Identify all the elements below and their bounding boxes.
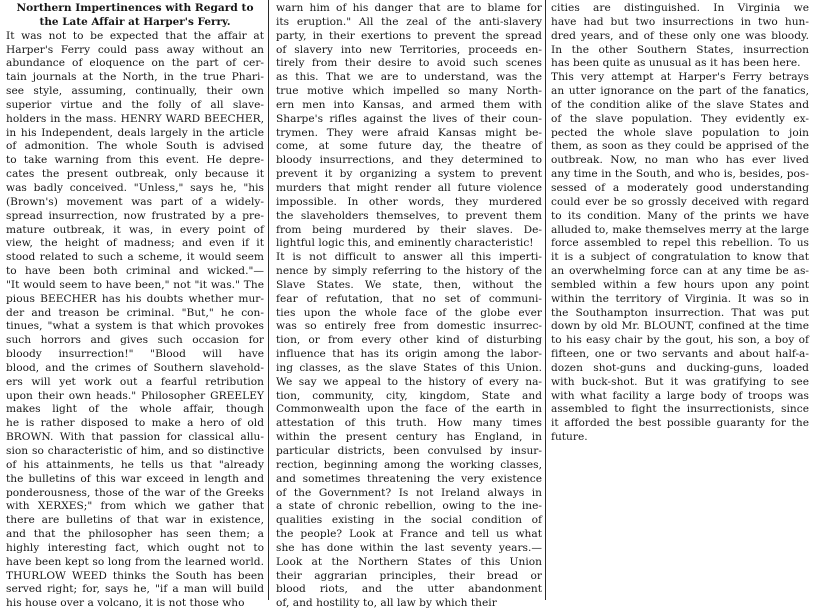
text-line: it afforded the best possible guaranty for the	[551, 417, 809, 430]
text-line: force assembled to repel this rebellion. To us	[551, 237, 809, 250]
text-line: blood, and the crimes of Southern slavehold-	[6, 361, 264, 374]
text-line: their aggrarian principles, their bread or	[276, 569, 542, 582]
text-line: to have been both criminal and wicked."—	[6, 265, 264, 278]
text-line: prevent it by organizing a system to prevent	[276, 168, 542, 181]
text-line: future.	[551, 431, 588, 444]
column-rule-left	[268, 0, 269, 600]
text-line: pious BEECHER has his doubts whether mur-	[6, 292, 264, 305]
text-line: tion, community, city, kingdom, State and	[276, 389, 542, 402]
text-line: BROWN. With that passion for classical allu-	[6, 431, 264, 444]
text-line: them, as soon as they could be apprised of the	[551, 140, 809, 153]
text-line: Slave States. We state, then, without the	[276, 278, 542, 291]
text-line: its eruption." All the zeal of the anti-slavery	[276, 15, 542, 28]
text-line: fifteen, one or two servants and about half-a-	[551, 348, 809, 361]
text-line: the people? Look at France and tell us what	[276, 528, 542, 541]
text-line: of the Government? Is not Ireland always in	[276, 486, 542, 499]
text-line: the bulletins of this war exceed in length and	[6, 472, 264, 485]
text-line: within the present century has England, in	[276, 431, 542, 444]
text-line: have been kept so long from the learned world.	[6, 555, 264, 568]
text-line: der and treason be criminal. "But," he con-	[6, 306, 264, 319]
text-line: outbreak. Now, no man who has ever lived	[551, 154, 809, 167]
text-line: murders that might render all future violence	[276, 181, 542, 194]
text-line: highly interesting fact, which ought not to	[6, 541, 264, 554]
text-line: of the condition alike of the slave States and	[551, 98, 809, 111]
article-column-3	[551, 2, 809, 472]
text-line: dred years, and of these only one was bloody.	[551, 29, 809, 42]
text-line: attestation of this truth. How many times	[276, 417, 542, 430]
text-line: served right; for, says he, "if a man will build	[6, 583, 264, 596]
text-line: nence by simply referring to the history of the	[276, 265, 542, 278]
text-line: spread insurrection, now frustrated by a pre-	[6, 209, 264, 222]
text-line: it is a subject of congratulation to know that	[551, 251, 809, 264]
text-line: sembled within a few hours upon any point	[551, 278, 809, 291]
text-line: ing classes, as the slave States of this Union.	[276, 361, 542, 374]
text-line: in his Independent, deals largely in the article	[6, 126, 264, 139]
text-line: of admonition. The whole South is advised	[6, 140, 264, 153]
text-line: cates the present outbreak, only because it	[6, 168, 264, 181]
text-line: influence that has its origin among the labor-	[276, 348, 542, 361]
text-line: stood related to such a scheme, it would seem	[6, 251, 264, 264]
text-line: upon their own heads." Philosopher GREELEY	[6, 389, 264, 402]
text-line: see style, assuming, continually, their own	[6, 85, 264, 98]
text-line: mature outbreak, it was, in every point of	[6, 223, 264, 236]
text-line: such horrors and gives such occasion for	[6, 334, 264, 347]
text-line: come, at some future day, the theatre of	[276, 140, 542, 153]
text-line: tirely from their desire to avoid such scenes	[276, 57, 542, 70]
text-line: his house over a volcano, it is not those who	[6, 597, 245, 610]
text-line: superior virtue and the folly of all slave-	[6, 98, 264, 111]
text-line: was so entirely free from domestic insurrec-	[276, 320, 542, 333]
text-line: In the other Southern States, insurrection	[551, 43, 809, 56]
text-line: sessed of a moderately good understanding	[551, 181, 809, 194]
text-line: from being murdered by their slaves. De-	[276, 223, 542, 236]
text-line: warn him of his danger that are to blame for	[276, 2, 542, 14]
text-line: makes light of the whole affair, though	[6, 403, 264, 416]
text-line: was badly conceived. "Unless," says he, "his	[6, 181, 264, 194]
text-line: there are bulletins of that war in existence,	[6, 514, 264, 527]
article-column-1	[6, 2, 264, 610]
text-line: pected the whole slave population to join	[551, 126, 809, 139]
text-line: impossible. In other words, they murdered	[276, 195, 542, 208]
text-line: Commonwealth upon the face of the earth in	[276, 403, 542, 416]
text-line: It was not to be expected that the affair at	[6, 29, 264, 42]
text-line: tinues, "what a system is that which provokes	[6, 320, 264, 333]
text-line: view, the height of madness; and even if it	[6, 237, 264, 250]
column-rule-right	[545, 0, 546, 600]
text-line: of the slave population. They evidently ex-	[551, 112, 809, 125]
text-line: blood riots, and the utter abandonment	[276, 583, 542, 596]
text-line: Harper's Ferry could pass away without an	[6, 43, 264, 56]
text-line: has been quite as unusual as it has been here.	[551, 57, 801, 70]
text-line: cities are distinguished. In Virginia we	[551, 2, 809, 14]
text-line: of his attainments, he tells us that "already	[6, 458, 264, 471]
text-line: a state of chronic rebellion, owing to the ine-	[276, 500, 542, 513]
text-line: as this. That we are to understand, was the	[276, 71, 542, 84]
text-line: lightful logic this, and eminently characteristic!	[276, 237, 534, 250]
text-line: This very attempt at Harper's Ferry betrays	[551, 71, 809, 84]
text-line: (Brown's) movement was part of a widely-	[6, 195, 264, 208]
text-line: ers will yet work out a fearful retribution	[6, 375, 264, 388]
text-line: have had but two insurrections in two hun-	[551, 15, 809, 28]
text-line: she has done within the last seventy years.—	[276, 541, 542, 554]
text-line: holders in the mass. HENRY WARD BEECHER,	[6, 112, 264, 125]
text-line: sion so characteristic of him, and so distinctive	[6, 445, 264, 457]
text-line: trymen. They were afraid Kansas might be-	[276, 126, 542, 139]
text-line: abundance of eloquence on the part of cer-	[6, 57, 264, 70]
article-headline-line-2: the Late Affair at Harper's Ferry.	[39, 15, 231, 28]
column-1-body	[6, 30, 264, 611]
text-line: an utter ignorance on the part of the fanatics,	[551, 85, 809, 98]
text-line: particular districts, been convulsed by insur-	[276, 445, 542, 457]
text-line: alluded to, make themselves merry at the large	[551, 223, 809, 236]
text-line: to take warning from this event. He depre-	[6, 154, 264, 167]
text-line: ern men into Kansas, and armed them with	[276, 98, 542, 111]
text-line: tion, or from every other kind of disturbing	[276, 334, 542, 347]
text-line: with what facility a large body of troops was	[551, 389, 809, 402]
column-2-body	[276, 2, 542, 611]
text-line: bloody insurrections, and they determined to	[276, 154, 542, 167]
text-line: the Southampton insurrection. That was put	[551, 306, 809, 319]
text-line: to its condition. Many of the prints we have	[551, 209, 809, 222]
text-line: fear of refutation, that no set of communi-	[276, 292, 542, 305]
text-line: could ever be so grossly deceived with regard	[551, 195, 809, 208]
text-line: with XERXES;" from which we gather that	[6, 500, 264, 513]
article-column-2	[276, 2, 542, 610]
text-line: We say we appeal to the history of every na-	[276, 375, 542, 388]
text-line: qualities existing in the social condition of	[276, 514, 542, 527]
text-line: Sharpe's rifles against the lives of their coun-	[276, 112, 542, 125]
text-line: true motive which impelled so many North-	[276, 85, 542, 98]
text-line: of slavery into new Territories, proceeds en-	[276, 43, 542, 56]
text-line: bloody insurrection!" "Blood will have	[6, 348, 264, 361]
article-headline-line-1: Northern Impertinences with Regard to	[16, 2, 254, 14]
text-line: and that the philosopher has seen them; a	[6, 528, 264, 541]
text-line: Look at the Northern States of this Union	[276, 555, 542, 568]
text-line: "It would seem to have been," not "it was." The	[6, 278, 264, 291]
text-line: the slaveholders themselves, to prevent them	[276, 209, 542, 222]
text-line: within the territory of Virginia. It was so in	[551, 292, 809, 305]
text-line: an overwhelming force can at any time be as-	[551, 265, 809, 278]
text-line: of, and hostility to, all law by which their	[276, 597, 497, 610]
text-line: down by old Mr. BLOUNT, confined at the time	[551, 320, 809, 333]
text-line: with buck-shot. But it was gratifying to see	[551, 375, 809, 388]
text-line: dozen shot-guns and ducking-guns, loaded	[551, 361, 809, 374]
column-3-body	[551, 2, 809, 445]
text-line: tain journals at the North, in the true Phari-	[6, 71, 264, 84]
text-line: and sometimes threatening the very existence	[276, 472, 542, 485]
text-line: ties upon the whole face of the globe ever	[276, 306, 542, 319]
text-line: he is rather disposed to make a hero of old	[6, 417, 264, 430]
text-line: THURLOW WEED thinks the South has been	[6, 569, 264, 582]
text-line: any time in the South, and who is, besides, pos-	[551, 168, 809, 181]
text-line: rection, beginning among the working classes,	[276, 458, 542, 471]
text-line: assembled to fight the insurrectionists, since	[551, 403, 809, 416]
text-line: party, in their exertions to prevent the spread	[276, 29, 542, 42]
text-line: to his easy chair by the gout, his son, a boy of	[551, 334, 809, 347]
text-line: ponderousness, those of the war of the Greeks	[6, 486, 264, 499]
text-line: It is not difficult to answer all this imperti-	[276, 251, 542, 264]
